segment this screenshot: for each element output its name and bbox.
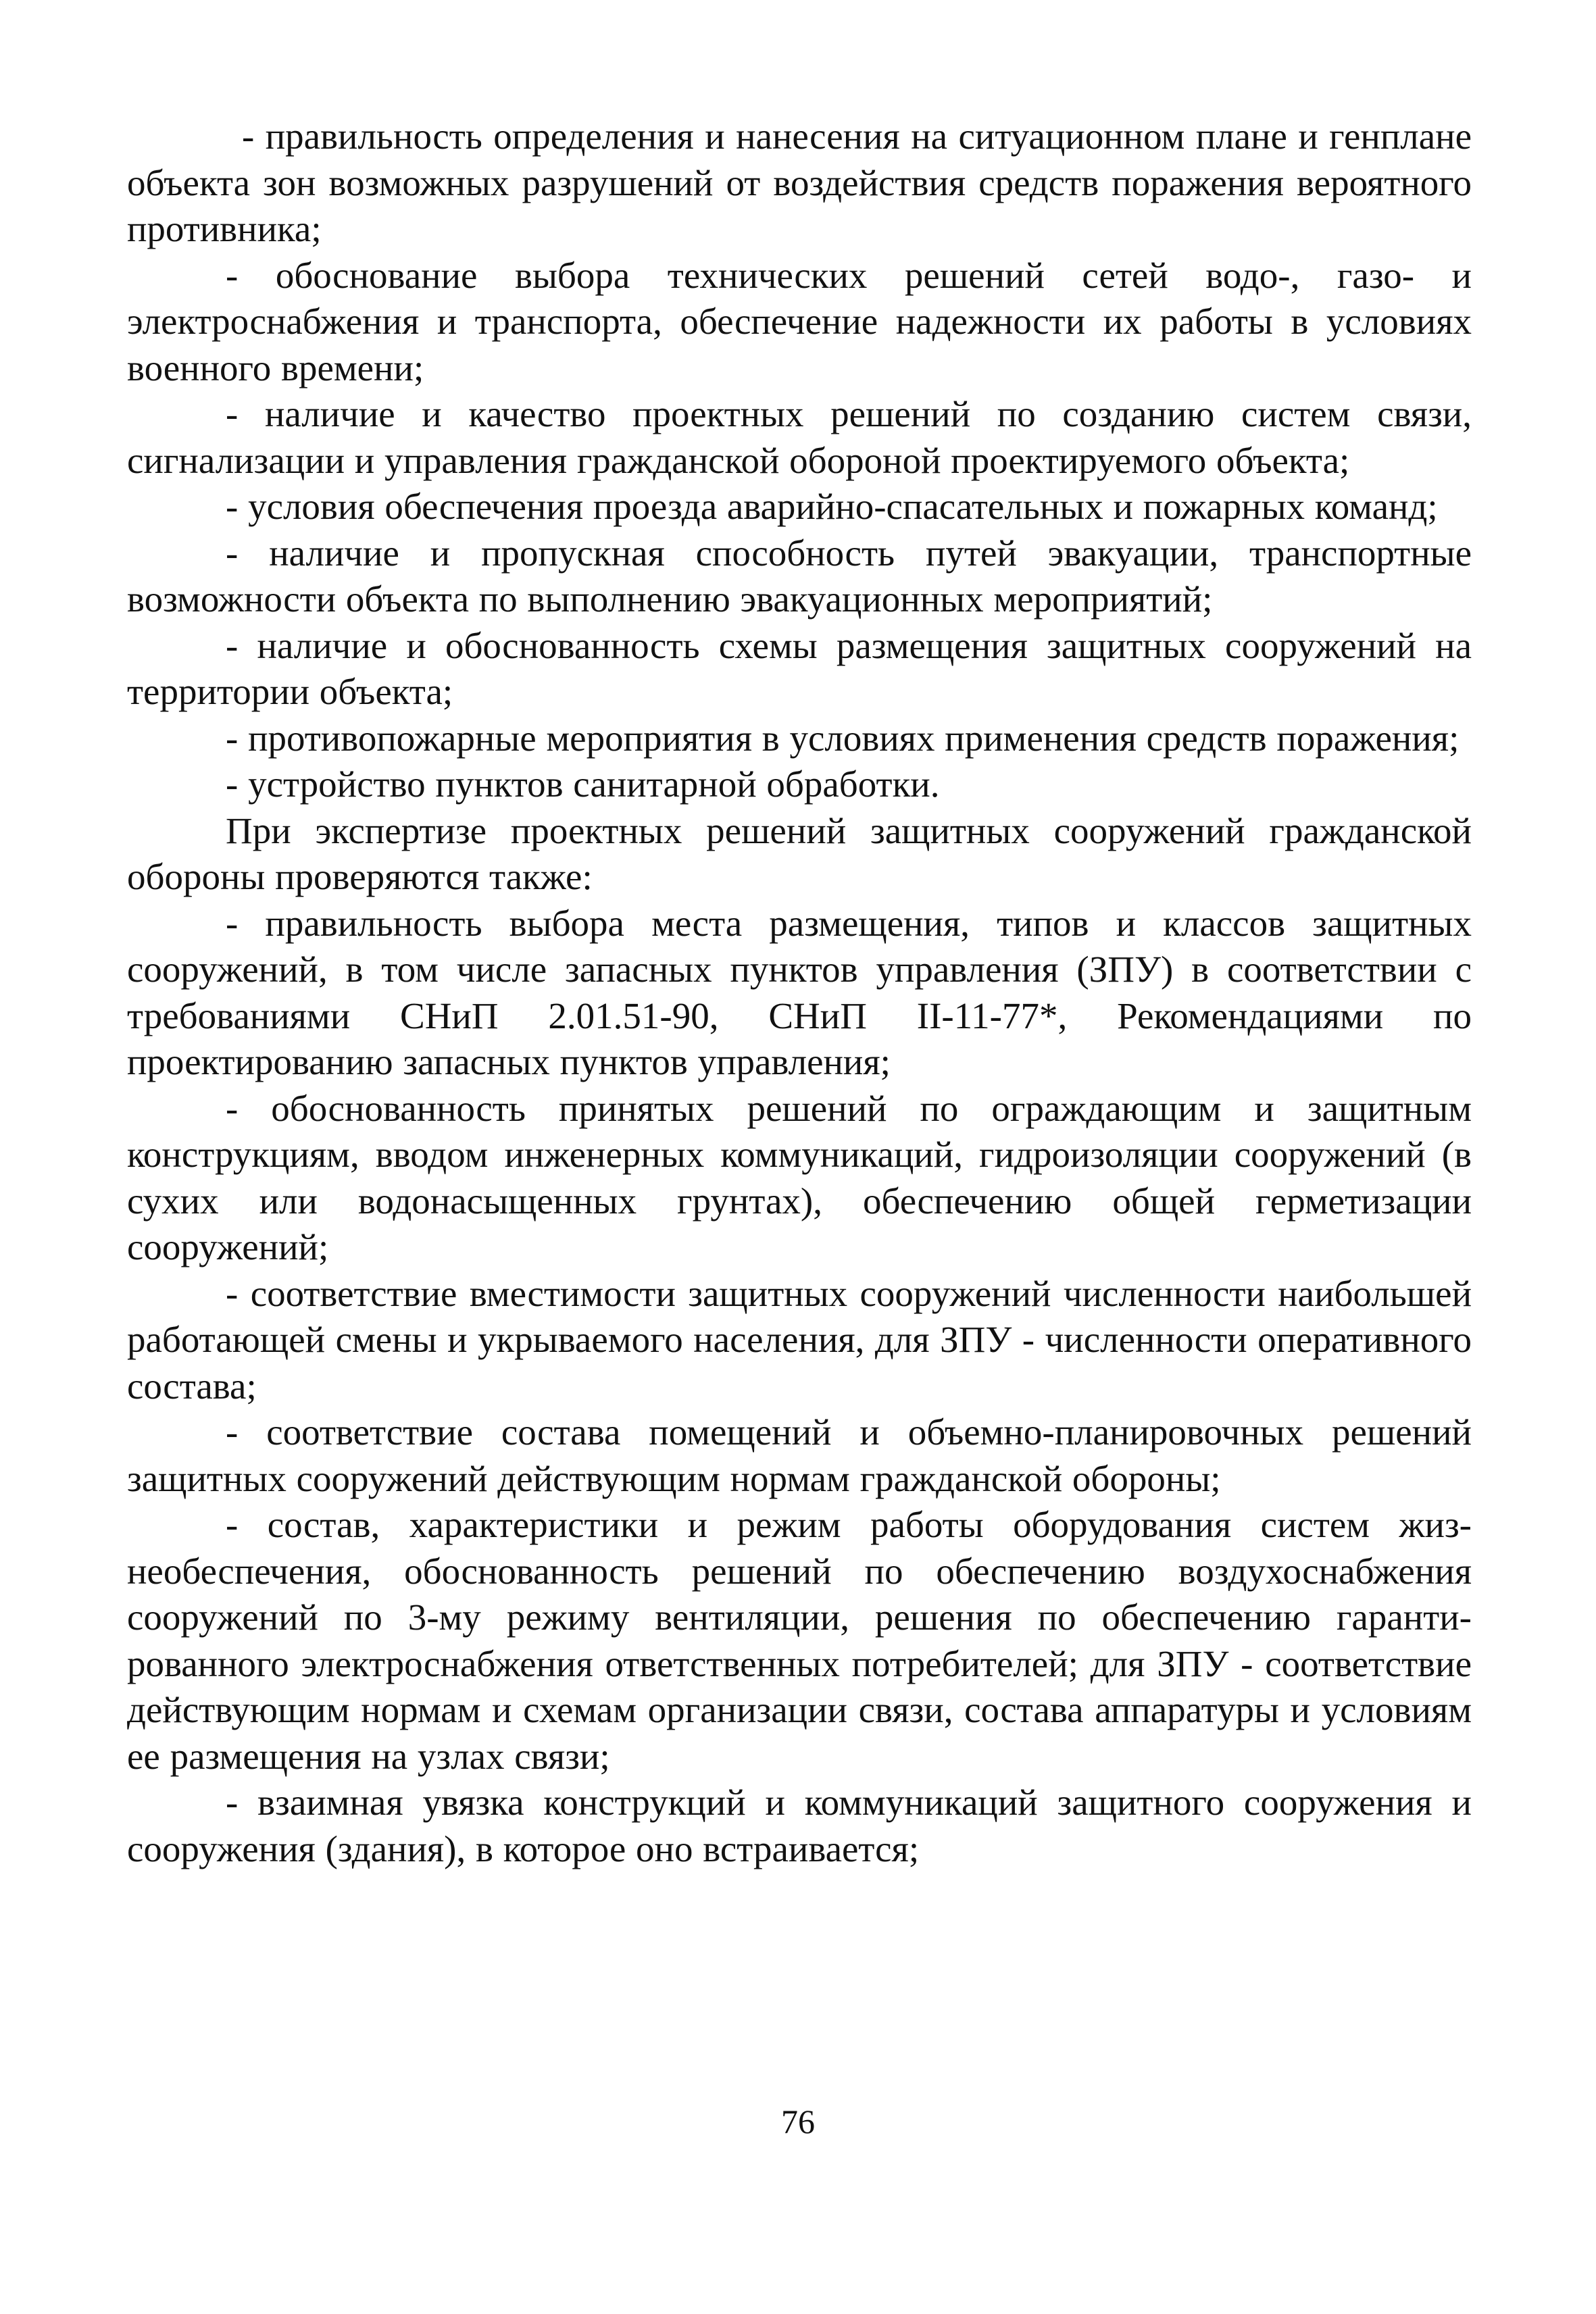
paragraph-fire-prevention: - противопожарные мероприятия в условиях применения средств поражения; — [226, 717, 1460, 759]
paragraph-capacity: - соответствие вместимости защитных сооружений численности наибольшей работающей смены и укрываемого населения, для ЗПУ - численности оперативного состава; — [127, 1272, 1472, 1407]
paragraph-site-selection: - правильность выбора места размещения, типов и классов защитных сооружений, в том числе запасных пунктов управления (ЗПУ) в соответствии с требованиями СНиП 2.01.51-90, СНиП II-11-77*, Рекомендациями по проектированию запасных пунктов управления; — [127, 902, 1472, 1082]
paragraph-sanitary-points: - устройство пунктов санитарной обработки. — [226, 763, 940, 805]
paragraph-rescue-access: - условия обеспечения проезда аварийно-спасательных и пожарных команд; — [226, 486, 1438, 527]
paragraph-shelter-layout: - наличие и обоснованность схемы размещения защитных сооружений на территории объекта; — [127, 624, 1472, 712]
paragraph-utility-networks: - обоснование выбора технических решений сетей водо-, газо- и электроснабжения и транспорта, обеспечение надежности их работы в условиях военного времени; — [127, 254, 1472, 388]
page-number: 76 — [781, 2103, 815, 2140]
paragraph-evacuation-routes: - наличие и пропускная способность путей эвакуации, транспортные возможности объекта по выполнению эвакуационных мероприятий; — [127, 532, 1472, 620]
paragraph-life-support: - состав, характеристики и режим работы оборудования систем жизнеобеспечения, обоснованность решений по обеспечению воздухоснабжения сооружений по 3-му режиму вентиляции, решения по обеспечению гарантированного электроснабжения ответственных потребителей; для ЗПУ - соответствие действующим нормам и схемам организации связи, состава аппаратуры и условиям ее размещения на узлах связи; — [127, 1504, 1472, 1777]
paragraph-communication-systems: - наличие и качество проектных решений по созданию систем связи, сигнализации и управления гражданской обороной проектируемого объекта; — [127, 393, 1472, 481]
paragraph-damage-zones: - правильность определения и нанесения на ситуационном плане и генплане объекта зон возможных разрушений от воздействия средств поражения вероятного противника; — [127, 116, 1472, 249]
body-text — [127, 114, 1472, 1872]
paragraph-integration: - взаимная увязка конструкций и коммуникаций защитного сооружения и сооружения (здания), в которое оно встраивается; — [127, 1782, 1472, 1869]
paragraph-room-composition: - соответствие состава помещений и объемно-планировочных решений защитных сооружений действующим нормам гражданской обороны; — [127, 1411, 1472, 1499]
paragraph-expertise-intro: При экспертизе проектных решений защитных сооружений гражданской обороны проверяются также: — [127, 809, 1472, 897]
paragraph-structural-decisions: - обоснованность принятых решений по ограждающим и защитным конструкциям, вводом инженерных коммуникаций, гидроизоляции сооружений (в сухих или водонасыщенных грунтах), обеспечению общей герметизации сооружений; — [127, 1087, 1472, 1267]
